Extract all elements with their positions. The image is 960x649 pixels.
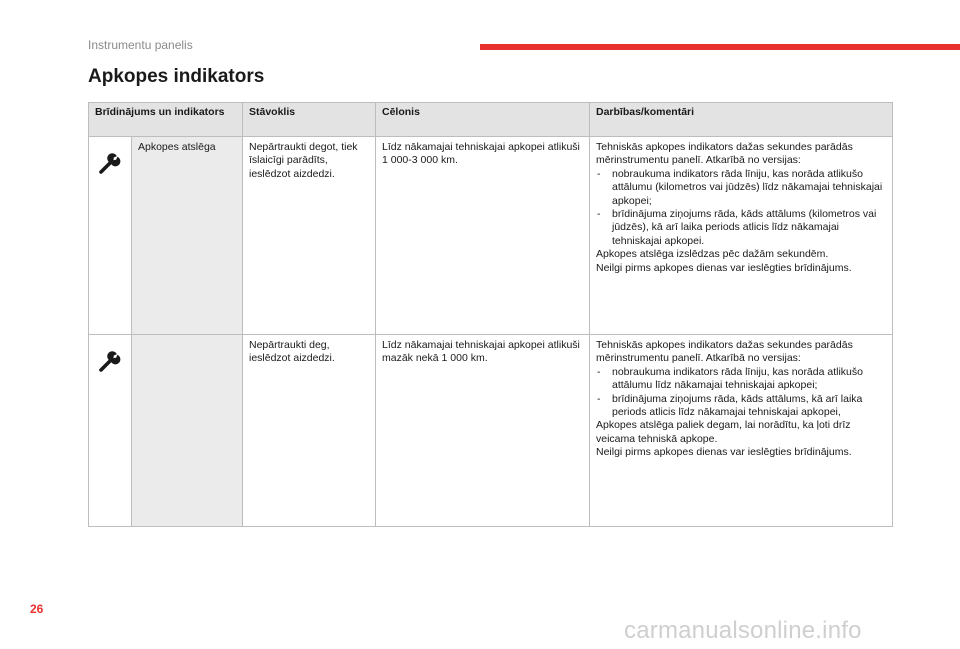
state-text: Nepārtraukti degot, tiek īslaicīgi parādīts, ieslēdzot aizdedzi. [243, 137, 376, 335]
table-row [89, 335, 893, 527]
comments-outro: Apkopes atslēga paliek degam, lai norādītu, ka ļoti drīz veicama tehniskā apkope. Neilgi pirms apkopes dienas var ieslēgties brīdinājums. [596, 419, 852, 459]
maintenance-indicator-table [88, 102, 893, 527]
wrench-icon [98, 349, 122, 373]
indicator-icon-cell [89, 335, 132, 527]
comments-list [596, 366, 886, 420]
comments-list [596, 168, 886, 248]
header-cause: Cēlonis [376, 103, 590, 137]
comments-cell [590, 137, 893, 335]
list-item: - nobraukuma indikators rāda līniju, kas norāda atlikušo attālumu (kilometros vai jūdzēs) līdz nākamajai tehniskajai apkopei; [596, 168, 886, 208]
list-item: - brīdinājuma ziņojums rāda, kāds attālums (kilometros vai jūdzēs), kā arī laika periods atlicis līdz nākamajai tehniskajai apkopei. [596, 208, 886, 248]
comments-intro: Tehniskās apkopes indikators dažas sekundes parādās mērinstrumentu panelī. Atkarībā no versijas: [596, 339, 853, 365]
header-accent-bar [480, 44, 960, 50]
page-number: 26 [30, 602, 44, 616]
indicator-name [132, 335, 243, 527]
list-item: - nobraukuma indikators rāda līniju, kas norāda atlikušo attālumu līdz nākamajai tehniskajai apkopei; [596, 366, 886, 393]
header-state: Stāvoklis [243, 103, 376, 137]
cause-text: Līdz nākamajai tehniskajai apkopei atlikuši mazāk nekā 1 000 km. [376, 335, 590, 527]
comments-intro: Tehniskās apkopes indikators dažas sekundes parādās mērinstrumentu panelī. Atkarībā no versijas: [596, 141, 853, 167]
page-title: Apkopes indikators [88, 66, 265, 87]
indicator-name: Apkopes atslēga [132, 137, 243, 335]
watermark: carmanualsonline.info [624, 617, 862, 644]
cause-text: Līdz nākamajai tehniskajai apkopei atlikuši 1 000-3 000 km. [376, 137, 590, 335]
comments-outro: Apkopes atslēga izslēdzas pēc dažām sekundēm. Neilgi pirms apkopes dienas var ieslēgties brīdinājums. [596, 248, 852, 274]
table-header-row [89, 103, 893, 137]
wrench-icon [98, 151, 122, 175]
header-comments: Darbības/komentāri [590, 103, 893, 137]
section-title: Instrumentu panelis [88, 38, 193, 52]
state-text: Nepārtraukti deg, ieslēdzot aizdedzi. [243, 335, 376, 527]
header-warning-indicator: Brīdinājums un indikators [89, 103, 243, 137]
table-row [89, 137, 893, 335]
comments-cell [590, 335, 893, 527]
list-item: - brīdinājuma ziņojums rāda, kāds attālums, kā arī laika periods atlicis līdz nākamajai tehniskajai apkopei, [596, 393, 886, 420]
indicator-icon-cell [89, 137, 132, 335]
